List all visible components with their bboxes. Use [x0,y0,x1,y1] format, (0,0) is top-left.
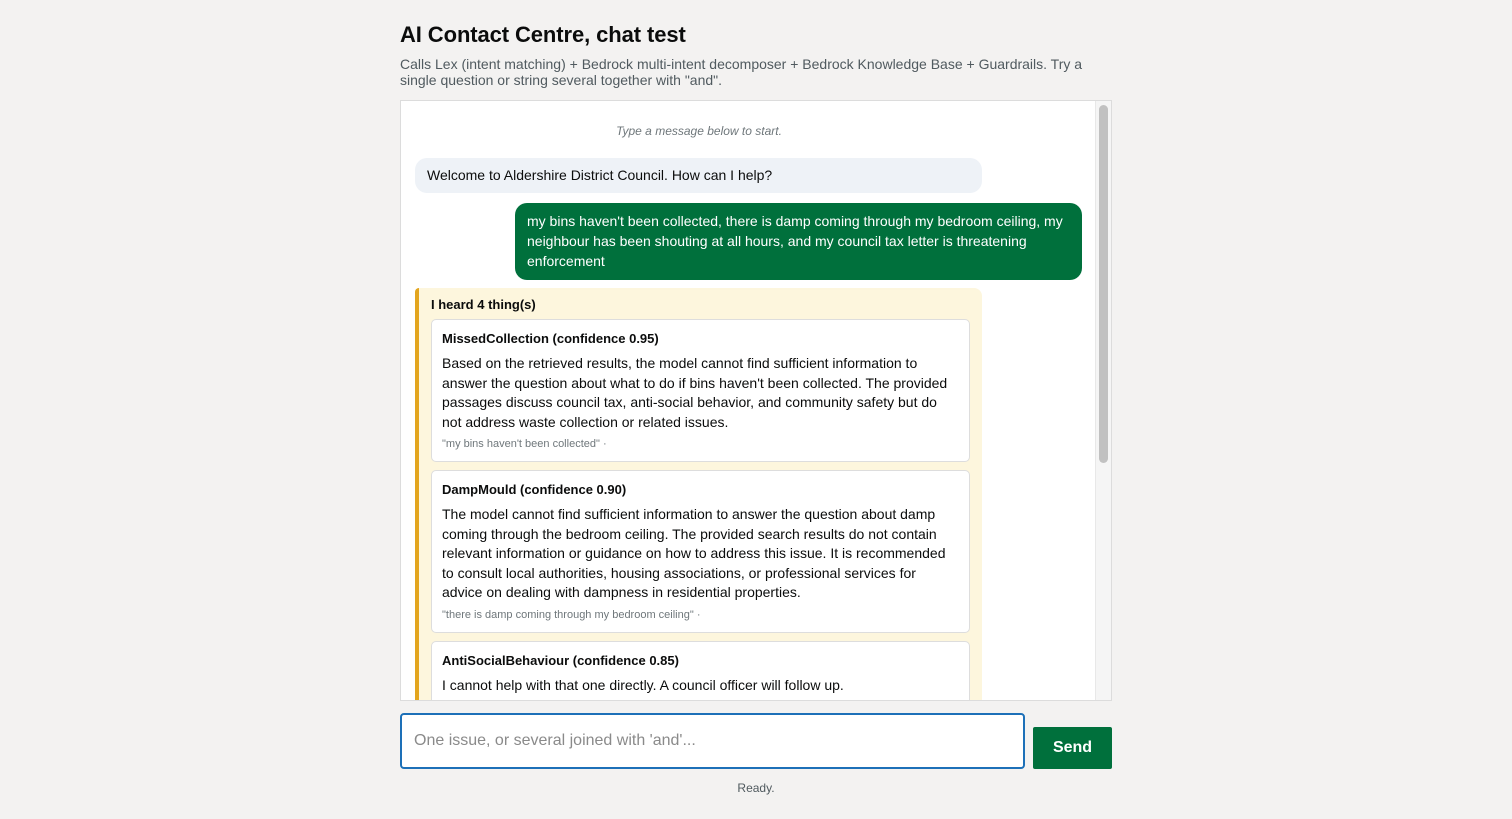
message-input[interactable] [400,713,1025,769]
chat-scrollbar[interactable] [1095,101,1111,700]
intent-name: AntiSocialBehaviour (confidence 0.85) [442,652,679,668]
chat-messages [401,101,1095,700]
intent-answer: The model cannot find sufficient information to answer the question about damp coming through the bedroom ceiling. The provided search results do not contain relevant information or guidance on how to address this issue. It is recommended to consult local authorities, housing associations, or professional services for advice on dealing with dampness in residential properties. [442,506,946,600]
intent-name: DampMould (confidence 0.90) [442,482,627,497]
user-message: my bins haven't been collected, there is damp coming through my bedroom ceiling, my neighbour has been shouting at all hours, and my council tax letter is threatening enforcement [515,203,1082,280]
chat-window[interactable] [400,100,1112,701]
intent-name: MissedCollection (confidence 0.95) [442,331,659,346]
intent-answer: I cannot help with that one directly. A council officer will follow up. [442,676,844,693]
bot-message: Welcome to Aldershire District Council. How can I help? [415,158,982,193]
intent-quote: "there is damp coming through my bedroom ceiling" · [442,608,701,621]
intent-quote: "my bins haven't been collected" · [442,438,607,450]
intent-card [431,641,970,701]
multi-intent-header: I heard 4 thing(s) [431,297,536,312]
page-title: AI Contact Centre, chat test [400,22,686,47]
status-text: Ready. [737,781,775,795]
chat-scrollbar-thumb[interactable] [1099,105,1108,463]
send-button[interactable]: Send [1033,727,1112,769]
intent-answer: Based on the retrieved results, the model cannot find sufficient information to answer the question about what to do if bins haven't been collected. The provided passages discuss council tax, anti-social behavior, and community safety but do not address waste collection or related issues. [442,355,948,430]
page-subtitle: Calls Lex (intent matching) + Bedrock multi-intent decomposer + Bedrock Knowledge Base + Guardrails. Try a single question or string several together with "and". [400,56,1083,88]
multi-intent-response [415,288,982,700]
chat-hint: Type a message below to start. [616,124,782,138]
intent-card [431,470,970,633]
intent-card [431,319,970,462]
